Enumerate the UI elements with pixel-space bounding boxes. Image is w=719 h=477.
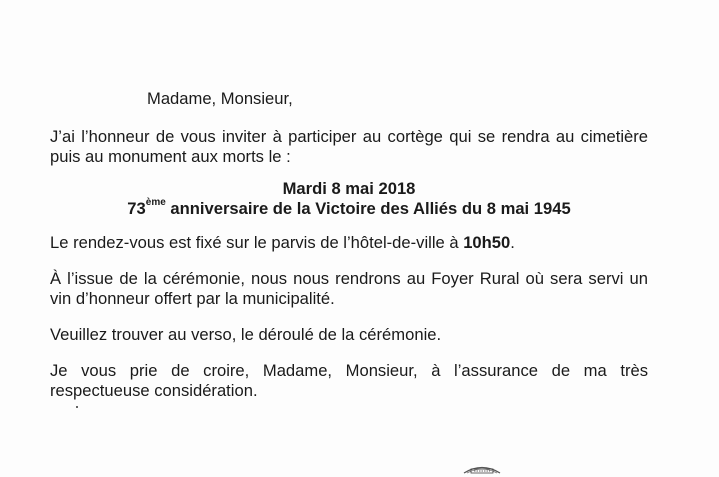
event-title bbox=[50, 179, 648, 219]
event-date: Mardi 8 mai 2018 bbox=[282, 179, 416, 198]
invitation-paragraph: J’ai l’honneur de vous inviter à participer au cortège qui se rendra au cimetière puis au monument aux morts le : bbox=[50, 127, 648, 166]
reception-paragraph: À l’issue de la cérémonie, nous nous rendrons au Foyer Rural où sera servi un vin d’honneur offert par la municipalité. bbox=[50, 269, 648, 308]
closing-paragraph: Je vous prie de croire, Madame, Monsieur, à l’assurance de ma très respectueuse considération. bbox=[50, 361, 648, 400]
rendezvous-paragraph bbox=[50, 233, 648, 253]
salutation: Madame, Monsieur, bbox=[147, 89, 293, 108]
anniversary-number: 73 bbox=[127, 199, 146, 218]
anniversary-text: anniversaire de la Victoire des Alliés du 8 mai 1945 bbox=[165, 199, 571, 218]
rendezvous-text: Le rendez-vous est fixé sur le parvis de l’hôtel-de-ville à bbox=[50, 233, 464, 252]
verso-paragraph: Veuillez trouver au verso, le déroulé de la cérémonie. bbox=[50, 325, 442, 344]
stamp-emblem-icon bbox=[462, 462, 502, 474]
rendezvous-end: . bbox=[510, 233, 515, 252]
anniversary-suffix: ème bbox=[145, 197, 166, 209]
rendezvous-time: 10h50 bbox=[463, 233, 511, 252]
event-anniversary bbox=[50, 199, 648, 219]
ink-speck bbox=[76, 406, 78, 408]
